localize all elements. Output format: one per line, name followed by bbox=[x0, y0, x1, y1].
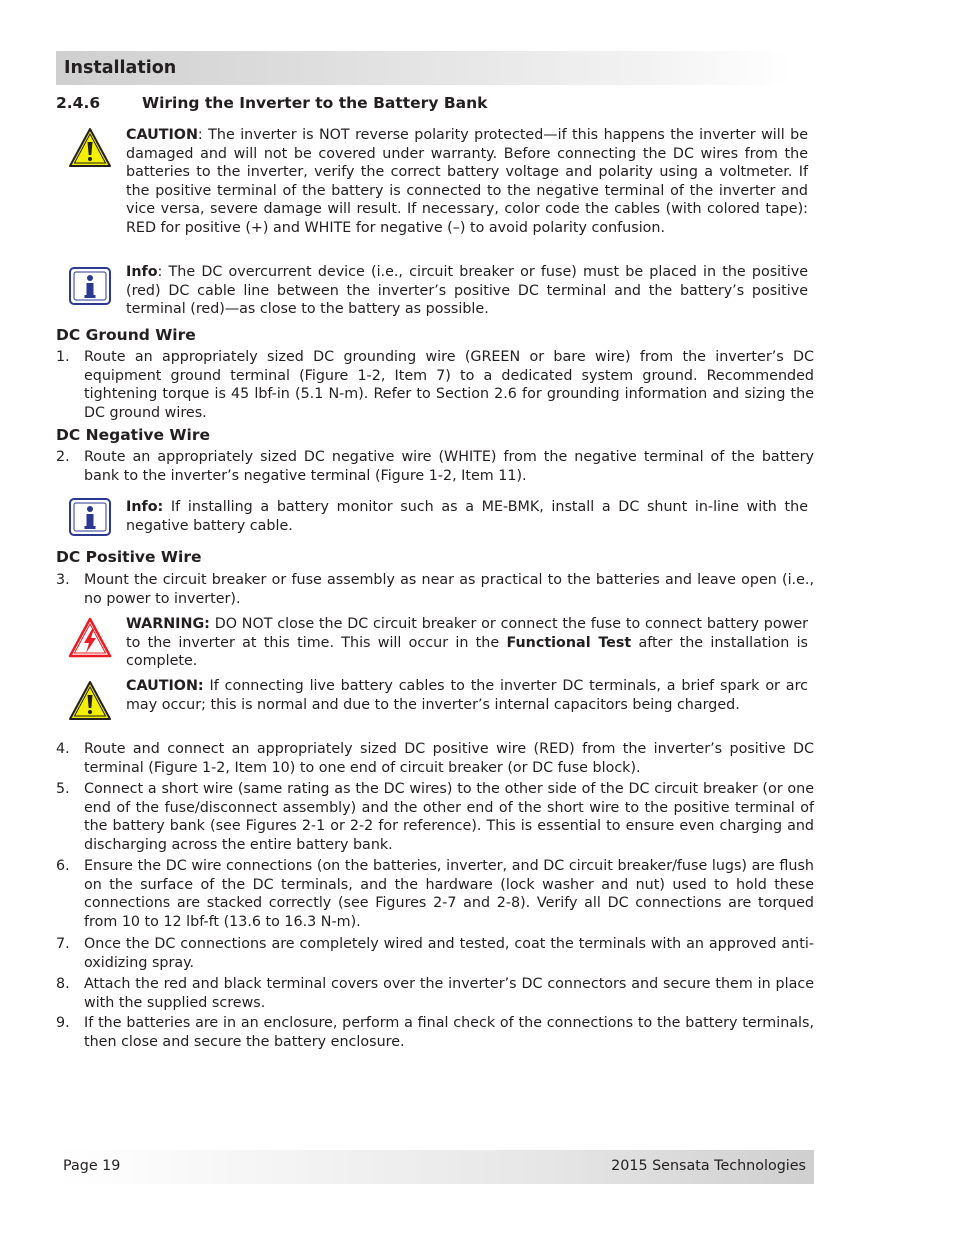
warning-label: WARNING: bbox=[126, 616, 210, 632]
caution-label: CAUTION bbox=[126, 127, 198, 143]
caution-triangle-icon bbox=[68, 680, 112, 722]
info-text: : The DC overcurrent device (i.e., circuit breaker or fuse) must be placed in the positive (red) DC cable line between the inverter’s positive DC terminal and the battery’s positive terminal (red)—as close to the battery as possible. bbox=[126, 264, 808, 318]
warning-text: DO NOT close the DC circuit breaker or connect the fuse to connect battery power to the inverter at this time. This will occur in the bbox=[126, 616, 808, 651]
list-item bbox=[56, 448, 814, 485]
info-notice bbox=[126, 263, 808, 319]
functional-test-ref: Functional Test bbox=[506, 634, 632, 651]
caution-label: CAUTION: bbox=[126, 678, 204, 694]
list-item-text: Mount the circuit breaker or fuse assembly as near as practical to the batteries and leave open (i.e., no power to inverter). bbox=[84, 572, 814, 607]
info-icon bbox=[68, 266, 112, 306]
section-heading bbox=[56, 94, 487, 112]
list-item bbox=[56, 780, 814, 854]
list-item-number: 2. bbox=[56, 449, 70, 465]
list-item-number: 4. bbox=[56, 741, 70, 757]
footer-bar bbox=[56, 1150, 814, 1184]
footer-company: 2015 Sensata Technologies bbox=[611, 1158, 806, 1174]
list-item-text: Attach the red and black terminal covers over the inverter’s DC connectors and secure them in place with the supplied screws. bbox=[84, 976, 814, 1011]
subhead-dc-ground-wire: DC Ground Wire bbox=[56, 326, 196, 344]
subhead-dc-positive-wire: DC Positive Wire bbox=[56, 548, 202, 566]
info-icon bbox=[68, 497, 112, 537]
page-number: Page 19 bbox=[63, 1158, 121, 1174]
info-notice bbox=[126, 498, 808, 535]
list-item-text: Ensure the DC wire connections (on the batteries, inverter, and DC circuit breaker/fuse lugs) are flush on the surface of the DC terminals, and the hardware (lock washer and nut) used to hold these connections are stacked correctly (see Figures 2-7 and 2-8). Verify all DC connections are torqued from 10 to 12 lbf-ft (13.6 to 16.3 N-m). bbox=[84, 858, 814, 930]
list-item-number: 8. bbox=[56, 976, 70, 992]
info-label: Info bbox=[126, 264, 158, 280]
info-label: Info: bbox=[126, 499, 164, 515]
list-item-text: If the batteries are in an enclosure, perform a final check of the connections to the battery terminals, then close and secure the battery enclosure. bbox=[84, 1015, 814, 1050]
high-voltage-warning-icon bbox=[68, 617, 112, 659]
list-item-text: Connect a short wire (same rating as the DC wires) to the other side of the DC circuit breaker (or one end of the fuse/disconnect assembly) and the other end of the short wire to the positive terminal of the battery bank (see Figures 2-1 or 2-2 for reference). This is essential to ensure even charging and discharging across the entire battery bank. bbox=[84, 781, 814, 853]
list-item bbox=[56, 975, 814, 1012]
section-title: Wiring the Inverter to the Battery Bank bbox=[142, 94, 488, 112]
list-item bbox=[56, 348, 814, 422]
list-item-number: 9. bbox=[56, 1015, 70, 1031]
list-item-number: 5. bbox=[56, 781, 70, 797]
header-bar bbox=[56, 51, 790, 85]
list-item-text: Once the DC connections are completely wired and tested, coat the terminals with an approved anti-oxidizing spray. bbox=[84, 936, 814, 971]
list-item-number: 6. bbox=[56, 858, 70, 874]
list-item-text: Route and connect an appropriately sized DC positive wire (RED) from the inverter’s positive DC terminal (Figure 1-2, Item 10) to one end of circuit breaker (or DC fuse block). bbox=[84, 741, 814, 776]
page-title: Installation bbox=[64, 58, 177, 78]
section-number: 2.4.6 bbox=[56, 94, 101, 112]
list-item-number: 7. bbox=[56, 936, 70, 952]
caution-text: If connecting live battery cables to the inverter DC terminals, a brief spark or arc may occur; this is normal and due to the inverter’s internal capacitors being charged. bbox=[126, 678, 808, 713]
list-item-text: Route an appropriately sized DC negative wire (WHITE) from the negative terminal of the battery bank to the inverter’s negative terminal (Figure 1-2, Item 11). bbox=[84, 449, 814, 484]
list-item bbox=[56, 935, 814, 972]
list-item bbox=[56, 1014, 814, 1051]
caution-notice bbox=[126, 677, 808, 714]
list-item-text: Route an appropriately sized DC grounding wire (GREEN or bare wire) from the inverter’s DC equipment ground terminal (Figure 1-2, Item 7) to a dedicated system ground. Recommended tightening torque is 45 lbf-in (5.1 N-m). Refer to Section 2.6 for grounding information and sizing the DC ground wires. bbox=[84, 349, 814, 421]
list-item-number: 1. bbox=[56, 349, 70, 365]
list-item bbox=[56, 571, 814, 608]
warning-text-end: after the installation is complete. bbox=[126, 634, 809, 670]
caution-text: : The inverter is NOT reverse polarity protected—if this happens the inverter will be damaged and will not be covered under warranty. Before connecting the DC wires from the batteries to the inverter, verify the correct battery voltage and polarity using a voltmeter. If the positive terminal of the battery is connected to the negative terminal of the inverter and vice versa, severe damage will result. If necessary, color code the cables (with colored tape): RED for positive (+) and WHITE for negative (–) to avoid polarity confusion. bbox=[126, 127, 808, 236]
list-item bbox=[56, 857, 814, 931]
info-text: If installing a battery monitor such as a ME-BMK, install a DC shunt in-line with the negative battery cable. bbox=[126, 499, 808, 534]
caution-triangle-icon bbox=[68, 127, 112, 169]
caution-notice bbox=[126, 126, 808, 238]
warning-notice bbox=[126, 615, 808, 671]
subhead-dc-negative-wire: DC Negative Wire bbox=[56, 426, 210, 444]
list-item bbox=[56, 740, 814, 777]
list-item-number: 3. bbox=[56, 572, 70, 588]
